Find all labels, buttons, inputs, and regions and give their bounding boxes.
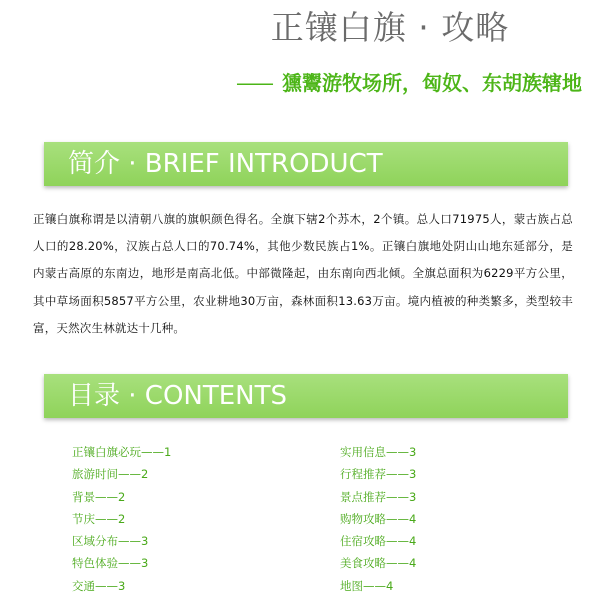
intro-paragraph: 正镶白旗称谓是以清朝八旗的旗帜颜色得名。全旗下辖2个苏木，2个镇。总人口71975人，蒙古族占总人口的28.20%，汉族占总人口的70.74%，其他少数民族占1%。正镶白旗地处阴山山地东延部分，是内蒙古高原的东南边，地形是南高北低。中部微隆起，由东南向西北倾。全旗总面积为6229平方公里，其中草场面积5857平方公里，农业耕地30万亩，森林面积13.63万亩。境内植被的种类繁多，类型较丰富，天然次生林就达十几种。	[33, 212, 573, 335]
page-title: 正镶白旗 · 攻略	[270, 8, 510, 47]
toc-item[interactable]: 交通——3	[72, 578, 126, 593]
subtitle-dash: ——	[236, 71, 272, 95]
toc-item[interactable]: 区域分布——3	[72, 534, 149, 549]
toc-item[interactable]: 购物攻略——4	[340, 511, 417, 526]
toc-item[interactable]: 住宿攻略——4	[340, 534, 417, 549]
toc-item[interactable]: 旅游时间——2	[72, 467, 149, 482]
toc-item[interactable]: 地图——4	[340, 578, 394, 593]
toc-left-column	[72, 441, 171, 597]
subtitle-text: 獯鬻游牧场所，匈奴、东胡族辖地	[282, 71, 582, 95]
toc-item[interactable]: 背景——2	[72, 489, 126, 504]
page-subtitle	[236, 70, 582, 96]
toc-item[interactable]: 节庆——2	[72, 511, 126, 526]
toc-right-column	[340, 441, 416, 597]
toc-item[interactable]: 景点推荐——3	[340, 489, 417, 504]
toc-item[interactable]: 美食攻略——4	[340, 556, 417, 571]
toc-item[interactable]: 特色体验——3	[72, 556, 149, 571]
toc-item[interactable]: 行程推荐——3	[340, 467, 417, 482]
contents-section-header: 目录 · CONTENTS	[44, 374, 568, 418]
intro-section-header: 简介 · BRIEF INTRODUCT	[44, 142, 568, 186]
toc-item[interactable]: 实用信息——3	[340, 445, 417, 459]
toc-item[interactable]: 正镶白旗必玩——1	[72, 445, 172, 459]
